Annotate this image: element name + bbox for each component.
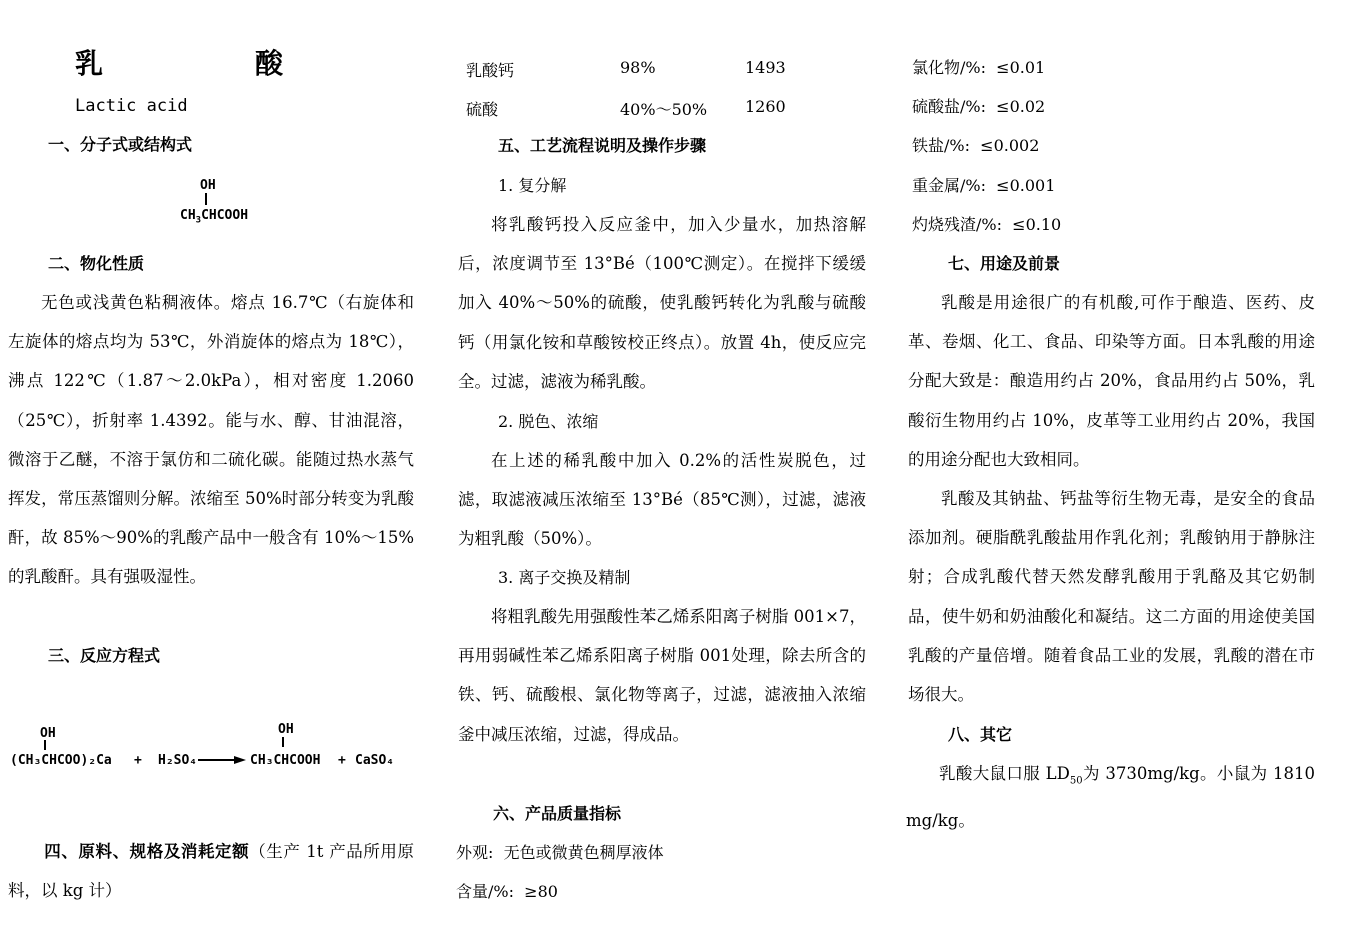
section-1-heading: 一、分子式或结构式 bbox=[48, 135, 193, 154]
equation-oh-right: OH bbox=[278, 722, 294, 737]
equation-product-1: CH₃CHCOOH bbox=[250, 753, 321, 768]
section-7-para-1: 乳酸是用途很广的有机酸,可作于酿造、医药、皮革、卷烟、化工、食品、印染等方面。日本乳酸的用途分配大致是：酿造用约占 20%，食品用约占 50%，乳酸衍生物用约占 10%，皮革等工业用约占 20%，我国的用途分配也大致相同。 bbox=[908, 293, 1315, 469]
spec-label: 氯化物/%: bbox=[912, 58, 986, 77]
section-2-text: 无色或浅黄色粘稠液体。熔点 16.7℃（右旋体和左旋体的熔点均为 53℃，外消旋体的熔点为 18℃），沸点 122℃（1.87～2.0kPa），相对密度 1.2060（25℃），折射率 1.4392。能与水、醇、甘油混溶，微溶于乙醚，不溶于氯仿和二硫化碳。能随过热水蒸气挥发，常压蒸馏则分解。浓缩至 50%时部分转变为乳酸酐，故 85%～90%的乳酸产品中一般含有 10%～15%的乳酸酐。具有强吸湿性。 bbox=[8, 293, 414, 587]
equation-plus-2: + bbox=[338, 753, 346, 768]
spec-label: 含量/%: bbox=[456, 882, 514, 901]
spec-item bbox=[456, 882, 558, 902]
section-4-heading-note: （生产 1t 产品所用原料，以 kg 计） bbox=[8, 842, 414, 901]
spec-item bbox=[912, 97, 1045, 117]
section-8-text-sub: 50 bbox=[1069, 775, 1083, 787]
section-7-para-2: 乳酸及其钠盐、钙盐等衍生物无毒，是安全的食品添加剂。硬脂酰乳酸盐用作乳化剂；乳酸钠用于静脉注射；合成乳酸代替天然发酵乳酸用于乳酪及其它奶制品，使牛奶和奶油酸化和凝结。这二方面的用途使美国乳酸的产量倍增。随着食品工业的发展，乳酸的潜在市场很大。 bbox=[908, 489, 1315, 705]
material-name: 乳酸钙 bbox=[466, 61, 515, 80]
spec-label: 重金属/%: bbox=[912, 176, 986, 195]
spec-item bbox=[912, 215, 1061, 235]
step-1-title: 1. 复分解 bbox=[498, 176, 567, 195]
spec-item bbox=[912, 176, 1055, 196]
section-6-heading: 六、产品质量指标 bbox=[493, 804, 622, 823]
section-4-heading-block bbox=[8, 832, 414, 910]
spec-item bbox=[456, 843, 664, 863]
section-8-heading: 八、其它 bbox=[948, 725, 1013, 744]
section-3-heading: 三、反应方程式 bbox=[48, 646, 161, 665]
spec-item bbox=[912, 136, 1039, 156]
spec-item bbox=[912, 58, 1045, 78]
spec-value: ≤0.02 bbox=[996, 97, 1046, 116]
page-subtitle: Lactic acid bbox=[75, 96, 188, 116]
material-name: 硫酸 bbox=[466, 100, 499, 119]
equation-plus-1: + bbox=[134, 753, 142, 768]
spec-value: ≤0.002 bbox=[980, 136, 1040, 155]
equation-reactant-1: (CH₃CHCOO)₂Ca bbox=[10, 753, 112, 768]
spec-label: 铁盐/%: bbox=[912, 136, 970, 155]
step-3-text: 将粗乳酸先用强酸性苯乙烯系阳离子树脂 001×7，再用弱碱性苯乙烯系阳离子树脂 001处理，除去所含的铁、钙、硫酸根、氯化物等离子，过滤，滤液抽入浓缩釜中减压浓缩，过滤，得成品。 bbox=[458, 607, 866, 744]
step-2-title: 2. 脱色、浓缩 bbox=[498, 412, 599, 431]
section-4-heading: 四、原料、规格及消耗定额 bbox=[44, 842, 250, 861]
section-5-heading: 五、工艺流程说明及操作步骤 bbox=[498, 136, 707, 155]
spec-value: ≤0.01 bbox=[996, 58, 1046, 77]
spec-value: ≤0.001 bbox=[996, 176, 1056, 195]
section-8-text bbox=[906, 754, 1315, 840]
formula-ch: CH bbox=[180, 208, 196, 223]
spec-label: 硫酸盐/%: bbox=[912, 97, 986, 116]
material-amount: 1493 bbox=[745, 58, 786, 77]
spec-value: ≥80 bbox=[524, 882, 558, 901]
material-spec: 40%～50% bbox=[620, 100, 708, 119]
spec-value: 无色或微黄色稠厚液体 bbox=[503, 843, 664, 862]
section-2-heading: 二、物化性质 bbox=[48, 254, 145, 273]
equation-product-2: CaSO₄ bbox=[355, 753, 395, 768]
spec-label: 灼烧残渣/%: bbox=[912, 215, 1002, 234]
structural-formula bbox=[180, 206, 248, 231]
equation-arrow bbox=[198, 755, 248, 765]
formula-rest: CHCOOH bbox=[201, 208, 249, 223]
section-7-heading: 七、用途及前景 bbox=[948, 254, 1061, 273]
formula-bond-line bbox=[205, 193, 207, 205]
spec-label: 外观: bbox=[456, 843, 494, 862]
formula-sub-3: 3 bbox=[195, 215, 202, 226]
equation-bond-right bbox=[282, 737, 284, 747]
formula-oh-label: OH bbox=[200, 178, 216, 193]
equation-oh-left: OH bbox=[40, 726, 56, 741]
material-amount: 1260 bbox=[745, 97, 786, 116]
equation-bond-left bbox=[44, 740, 46, 750]
step-1-text: 将乳酸钙投入反应釜中，加入少量水，加热溶解后，浓度调节至 13°Bé（100℃测定）。在搅拌下缓缓加入 40%～50%的硫酸，使乳酸钙转化为乳酸与硫酸钙（用氯化铵和草酸铵校正终点）。放置 4h，使反应完全。过滤，滤液为稀乳酸。 bbox=[458, 215, 866, 391]
page-title: 乳 酸 bbox=[75, 47, 346, 80]
material-spec: 98% bbox=[620, 58, 656, 77]
section-8-text-a: 乳酸大鼠口服 LD bbox=[939, 764, 1070, 783]
step-3-title: 3. 离子交换及精制 bbox=[498, 568, 631, 587]
spec-value: ≤0.10 bbox=[1012, 215, 1062, 234]
section-8-text-b: 为 3730mg/kg。小鼠为 1810 mg/kg。 bbox=[906, 764, 1315, 830]
equation-reactant-2: H₂SO₄ bbox=[158, 753, 198, 768]
step-2-text: 在上述的稀乳酸中加入 0.2%的活性炭脱色，过滤，取滤液减压浓缩至 13°Bé（85℃测），过滤，滤液为粗乳酸（50%）。 bbox=[458, 451, 866, 549]
